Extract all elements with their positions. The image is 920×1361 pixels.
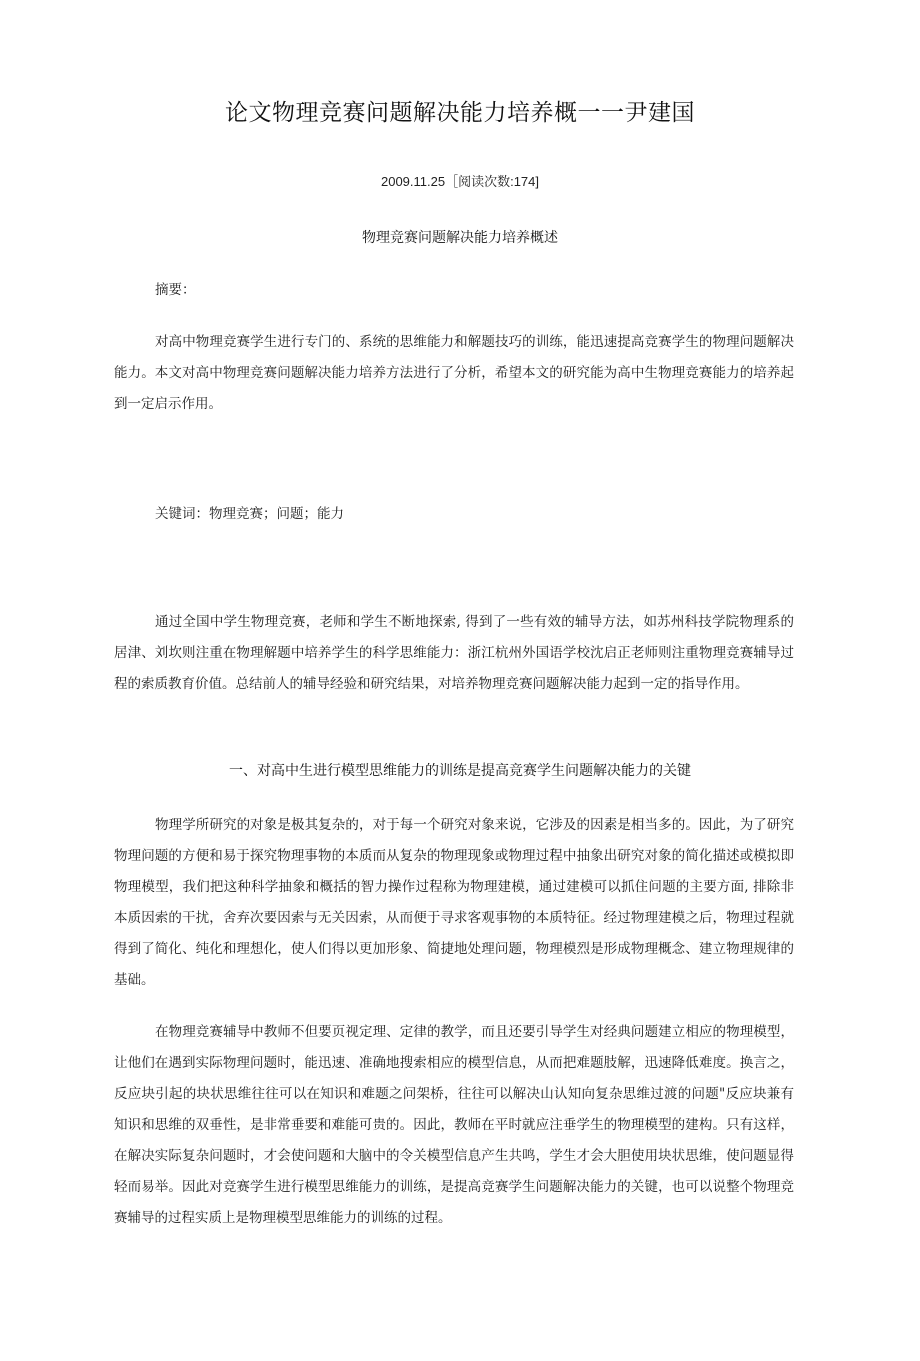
abstract-paragraph: 对高中物理竞赛学生进行专门的、系统的思维能力和解题技巧的训练，能迅速提高竞赛学生的物理问题解决能力。本文对高中物理竞赛问题解决能力培养方法进行了分析，希望本文的研究能为高中生物理竞赛能力的培养起到一定启示作用。 [114,334,794,412]
keywords-line: 关键词：物理竞赛；问题；能力 [155,506,344,522]
publish-meta: 2009.11.25［阅读次数:174] [380,174,539,189]
document-subtitle: 物理竞赛问题解决能力培养概述 [362,230,558,246]
document-title: 论文物理竞赛问题解决能力培养概一一尹建国 [225,100,695,126]
section-paragraph-1: 物理学所研究的对象是极其复杂的，对于每一个研究对象来说，它涉及的因素是相当多的。因此，为了研究物理问题的方便和易于探究物理事物的本质而从复杂的物理现象或物理过程中抽象出研究对象的简化描述或模拟即物理模型，我们把这种科学抽象和概括的智力操作过程称为物理建模，通过建模可以抓住问题的主要方面, 排除非本质因索的干扰，舍弃次要因索与无关因索，从而便于寻求客观事物的本质特征。经过物理建模之后，物理过程就得到了简化、纯化和理想化，使人们得以更加形象、简捷地处理问题，物理模烈是形成物理概念、建立物理规律的基础。 [114,817,794,988]
section-paragraph-2: 在物理竞赛辅导中教师不但要页视定理、定律的教学，而且还要引导学生对经典问题建立相应的物理模型，让他们在遇到实际物理问题时，能迅速、准确地搜索相应的模型信息，从而把难题肢解，迅速降低难度。换言之，反应块引起的块状思维往往可以在知识和难题之问架桥，往往可以解决山认知向复杂思维过渡的问题"反应块兼有知识和思维的双垂性，是非常垂要和难能可贵的。因此，教师在平时就应注垂学生的物理模型的建构。只有这样，在解决实际复杂问题时，才会使问题和大脑中的令关模型信息产生共鸣，学生才会大胆使用块状思维，使问题显得轻而易举。因此对竞赛学生进行模型思维能力的训练，是提高竞赛学生问题解决能力的关键，也可以说整个物理竞赛辅导的过程实质上是物理模型思维能力的训练的过程。 [114,1024,794,1226]
intro-paragraph: 通过全国中学生物理竞赛，老师和学生不断地探索, 得到了一些有效的辅导方法，如苏州科技学院物理系的居津、刘坎则注重在物理解题中培养学生的科学思维能力：浙江杭州外国语学校沈启正老师则注重物理竞赛辅导过程的索质教育价值。总结前人的辅导经验和研究结果，对培养物理竞赛问题解决能力起到一定的指导作用。 [114,614,794,692]
section-heading: 一、对高中生进行模型思维能力的训练是提高竞赛学生问题解决能力的关键 [229,763,691,779]
abstract-label: 摘要： [155,282,196,298]
